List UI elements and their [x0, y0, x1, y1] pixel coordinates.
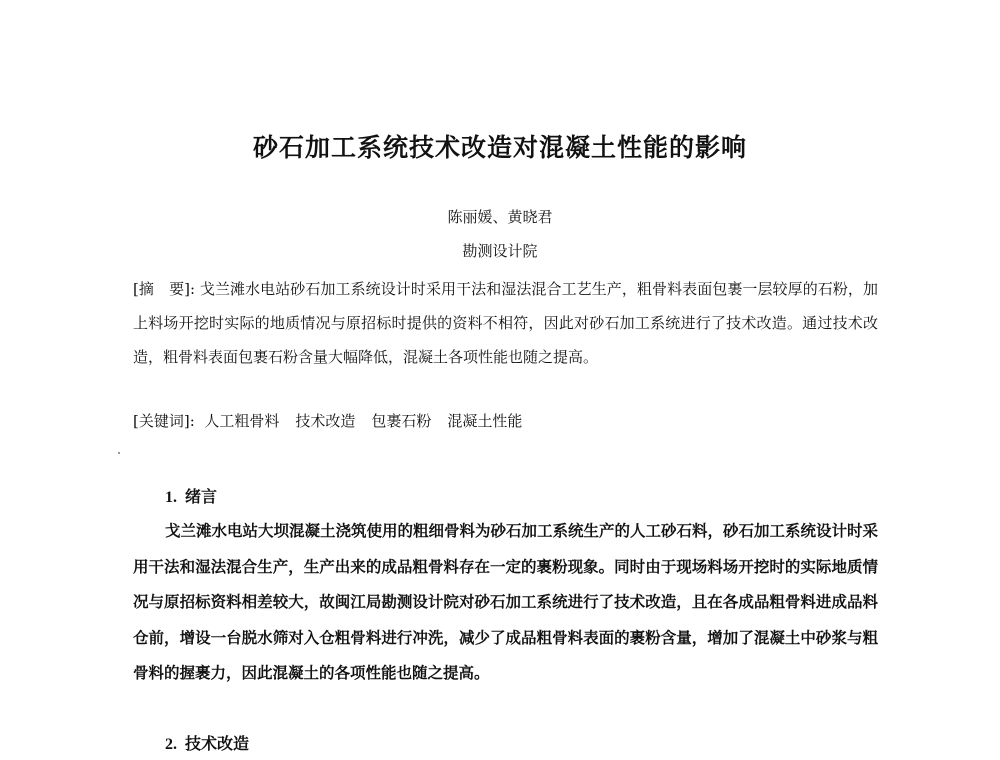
- paper-affiliation: 勘测设计院: [462, 242, 538, 260]
- section-title: 技术改造: [185, 734, 250, 753]
- scan-mark: [118, 452, 120, 454]
- keyword-item: 人工粗骨料: [204, 412, 280, 430]
- section-heading-technical-upgrade: [165, 731, 249, 754]
- section-number: 1.: [165, 489, 177, 506]
- keyword-item: 混凝土性能: [447, 412, 523, 430]
- keyword-item: 技术改造: [295, 412, 356, 430]
- paper-authors: 陈丽媛、黄晓君: [447, 208, 553, 226]
- abstract-label: [摘 要]:: [133, 280, 196, 298]
- section-title: 绪言: [185, 487, 218, 506]
- keywords: [133, 410, 878, 431]
- section-number: 2.: [165, 736, 177, 753]
- keyword-item: 包裹石粉: [371, 412, 432, 430]
- keywords-label: [关键词]:: [133, 412, 195, 430]
- section-heading-introduction: [165, 484, 217, 507]
- abstract: [133, 272, 878, 374]
- introduction-paragraph: 戈兰滩水电站大坝混凝土浇筑使用的粗细骨料为砂石加工系统生产的人工砂石料，砂石加工系统设计时采用干法和湿法混合生产，生产出来的成品粗骨料存在一定的裹粉现象。同时由于现场料场开挖时的实际地质情况与原招标资料相差较大，故闽江局勘测设计院对砂石加工系统进行了技术改造，且在各成品粗骨料进成品料仓前，增设一台脱水筛对入仓粗骨料进行冲洗，减少了成品粗骨料表面的裹粉含量，增加了混凝土中砂浆与粗骨料的握裹力，因此混凝土的各项性能也随之提高。: [133, 521, 879, 682]
- abstract-text: 戈兰滩水电站砂石加工系统设计时采用干法和湿法混合工艺生产，粗骨料表面包裹一层较厚的石粉，加上料场开挖时实际的地质情况与原招标时提供的资料不相符，因此对砂石加工系统进行了技术改造。通过技术改造，粗骨料表面包裹石粉含量大幅降低，混凝土各项性能也随之提高。: [133, 280, 878, 366]
- paper-title: 砂石加工系统技术改造对混凝土性能的影响: [252, 133, 747, 162]
